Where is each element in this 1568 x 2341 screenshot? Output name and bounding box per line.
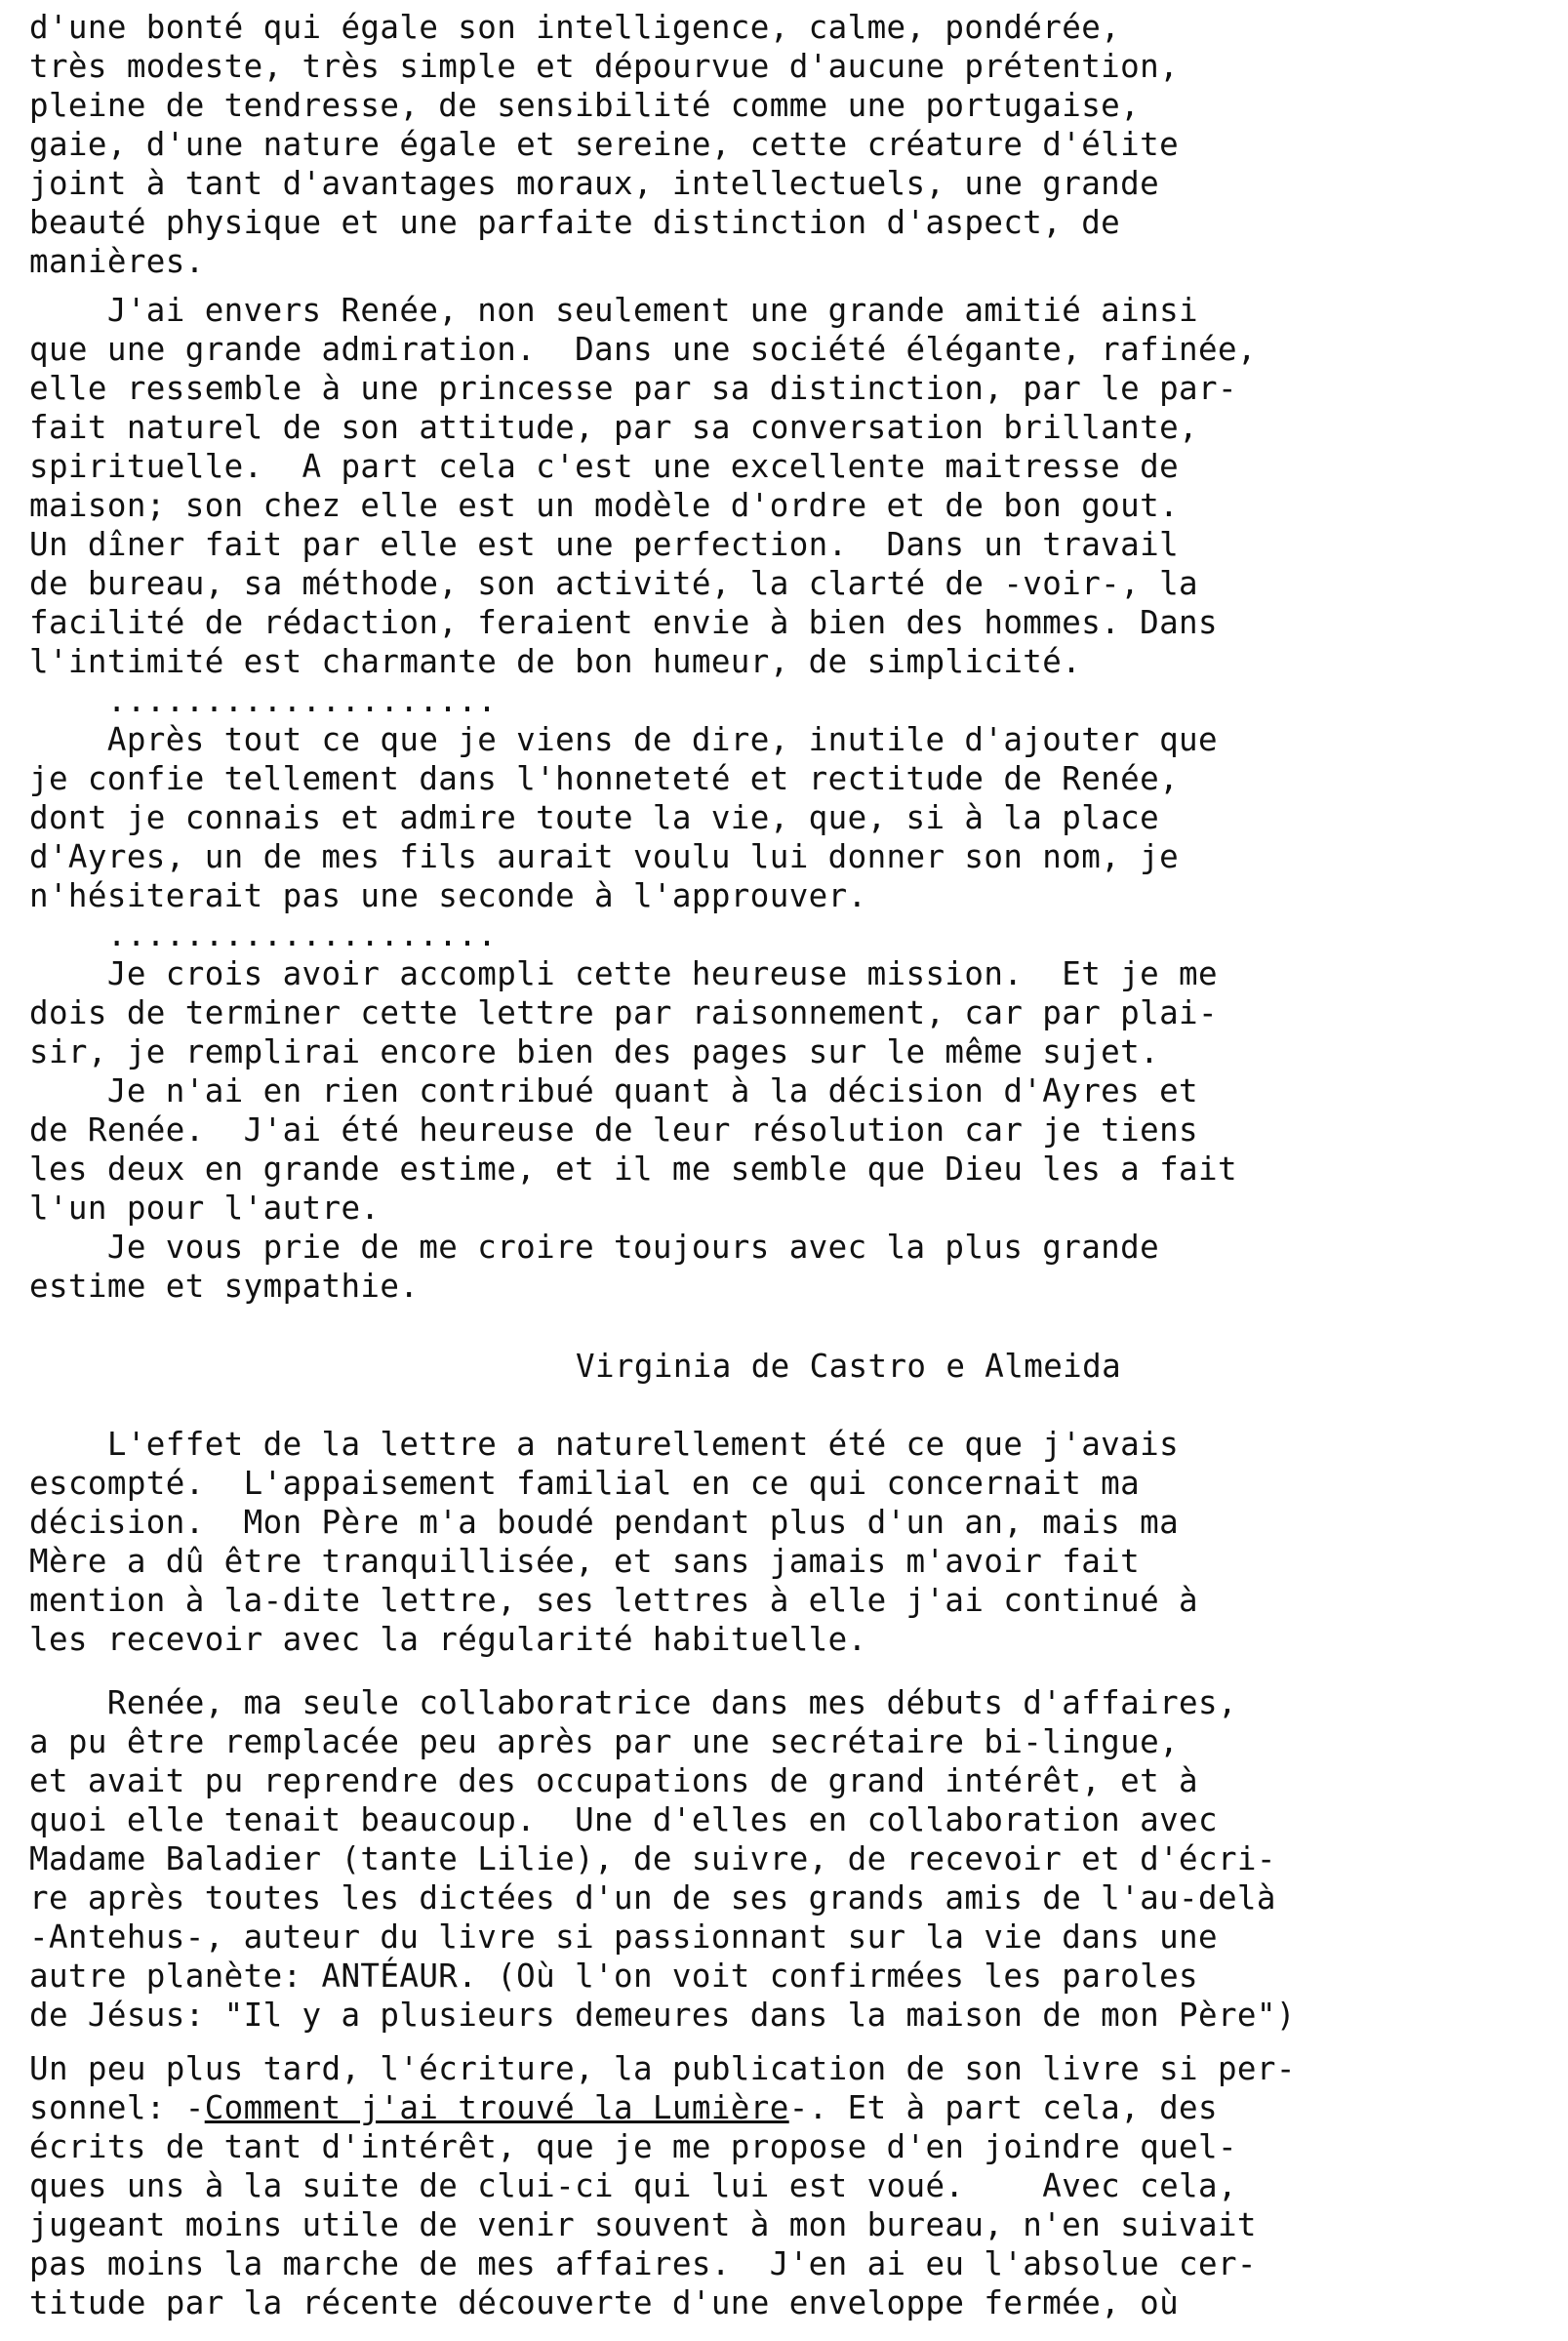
text-line: d'Ayres, un de mes fils aurait voulu lui donner son nom, je bbox=[29, 838, 1180, 875]
text-line: et avait pu reprendre des occupations de grand intérêt, et à bbox=[29, 1762, 1198, 1799]
text-line: de bureau, sa méthode, son activité, la clarté de -voir-, la bbox=[29, 565, 1198, 602]
text-line: -Antehus-, auteur du livre si passionnant sur la vie dans une bbox=[29, 1918, 1218, 1956]
underlined-book-title: Comment j'ai trouvé la Lumière bbox=[204, 2089, 789, 2126]
text-line: titude par la récente découverte d'une enveloppe fermée, où bbox=[29, 2284, 1180, 2321]
ellipsis-separator: .................... bbox=[29, 916, 498, 953]
text-line: de Renée. J'ai été heureuse de leur résolution car je tiens bbox=[29, 1111, 1198, 1149]
text-line: très modeste, très simple et dépourvue d'aucune prétention, bbox=[29, 48, 1180, 85]
text-line: Renée, ma seule collaboratrice dans mes débuts d'affaires, bbox=[29, 1684, 1237, 1721]
text-line: n'hésiterait pas une seconde à l'approuver. bbox=[29, 877, 867, 914]
text-line: mention à la-dite lettre, ses lettres à elle j'ai continué à bbox=[29, 1582, 1198, 1619]
text-line: manières. bbox=[29, 243, 205, 280]
text-line: que une grande admiration. Dans une société élégante, rafinée, bbox=[29, 331, 1257, 368]
text-line: jugeant moins utile de venir souvent à mon bureau, n'en suivait bbox=[29, 2206, 1257, 2243]
text-line: les recevoir avec la régularité habituelle. bbox=[29, 1621, 867, 1658]
text-line: Après tout ce que je viens de dire, inutile d'ajouter que bbox=[29, 721, 1218, 758]
text-line: l'un pour l'autre. bbox=[29, 1190, 381, 1227]
text-line-with-title: sonnel: -Comment j'ai trouvé la Lumière-. Et à part cela, des bbox=[29, 2089, 1218, 2126]
text-line: a pu être remplacée peu après par une secrétaire bi-lingue, bbox=[29, 1723, 1180, 1760]
text-line: autre planète: ANTÉAUR. (Où l'on voit confirmées les paroles bbox=[29, 1958, 1198, 1995]
text-line: escompté. L'appaisement familial en ce qui concernait ma bbox=[29, 1465, 1141, 1502]
text-line: quoi elle tenait beaucoup. Une d'elles en collaboration avec bbox=[29, 1801, 1218, 1838]
text-line: J'ai envers Renée, non seulement une grande amitié ainsi bbox=[29, 292, 1198, 329]
text-line: d'une bonté qui égale son intelligence, calme, pondérée, bbox=[29, 9, 1121, 46]
text-line: fait naturel de son attitude, par sa conversation brillante, bbox=[29, 409, 1198, 446]
text-line: Je n'ai en rien contribué quant à la décision d'Ayres et bbox=[29, 1072, 1198, 1110]
text-line: maison; son chez elle est un modèle d'ordre et de bon gout. bbox=[29, 487, 1180, 524]
text-line: elle ressemble à une princesse par sa distinction, par le par- bbox=[29, 370, 1237, 407]
text-line: gaie, d'une nature égale et sereine, cette créature d'élite bbox=[29, 126, 1180, 163]
text-line: l'intimité est charmante de bon humeur, de simplicité. bbox=[29, 643, 1082, 680]
text-line: pas moins la marche de mes affaires. J'en ai eu l'absolue cer- bbox=[29, 2245, 1257, 2282]
text-line: je confie tellement dans l'honneteté et rectitude de Renée, bbox=[29, 760, 1180, 797]
ellipsis-separator: .................... bbox=[29, 682, 498, 719]
text-line: Un dîner fait par elle est une perfection. Dans un travail bbox=[29, 526, 1180, 563]
text-line: beauté physique et une parfaite distinction d'aspect, de bbox=[29, 204, 1121, 241]
text-line: estime et sympathie. bbox=[29, 1268, 420, 1305]
text-line: pleine de tendresse, de sensibilité comme une portugaise, bbox=[29, 87, 1141, 124]
text-line: Mère a dû être tranquillisée, et sans jamais m'avoir fait bbox=[29, 1543, 1141, 1580]
text-line: facilité de rédaction, feraient envie à bien des hommes. Dans bbox=[29, 604, 1218, 641]
text-line: ques uns à la suite de clui-ci qui lui est voué. Avec cela, bbox=[29, 2167, 1237, 2204]
text-line: spirituelle. A part cela c'est une excellente maitresse de bbox=[29, 448, 1180, 485]
text-line: Un peu plus tard, l'écriture, la publication de son livre si per- bbox=[29, 2050, 1296, 2087]
text-line: les deux en grande estime, et il me semble que Dieu les a fait bbox=[29, 1150, 1237, 1188]
text-line: Madame Baladier (tante Lilie), de suivre, de recevoir et d'écri- bbox=[29, 1840, 1276, 1877]
text-line: dont je connais et admire toute la vie, que, si à la place bbox=[29, 799, 1160, 836]
text-line: joint à tant d'avantages moraux, intellectuels, une grande bbox=[29, 165, 1160, 202]
text-line: décision. Mon Père m'a boudé pendant plus d'un an, mais ma bbox=[29, 1504, 1180, 1541]
text-line: Je crois avoir accompli cette heureuse mission. Et je me bbox=[29, 955, 1218, 992]
text-line: sir, je remplirai encore bien des pages sur le même sujet. bbox=[29, 1033, 1160, 1070]
text-line: dois de terminer cette lettre par raisonnement, car par plai- bbox=[29, 994, 1218, 1031]
text-line: de Jésus: "Il y a plusieurs demeures dans la maison de mon Père") bbox=[29, 1997, 1296, 2034]
text-line: écrits de tant d'intérêt, que je me propose d'en joindre quel- bbox=[29, 2128, 1237, 2165]
text-line: Je vous prie de me croire toujours avec la plus grande bbox=[29, 1229, 1160, 1266]
signature: Virginia de Castro e Almeida bbox=[576, 1348, 1122, 1385]
text-line: L'effet de la lettre a naturellement été ce que j'avais bbox=[29, 1426, 1180, 1463]
text-line: re après toutes les dictées d'un de ses grands amis de l'au-delà bbox=[29, 1879, 1276, 1917]
